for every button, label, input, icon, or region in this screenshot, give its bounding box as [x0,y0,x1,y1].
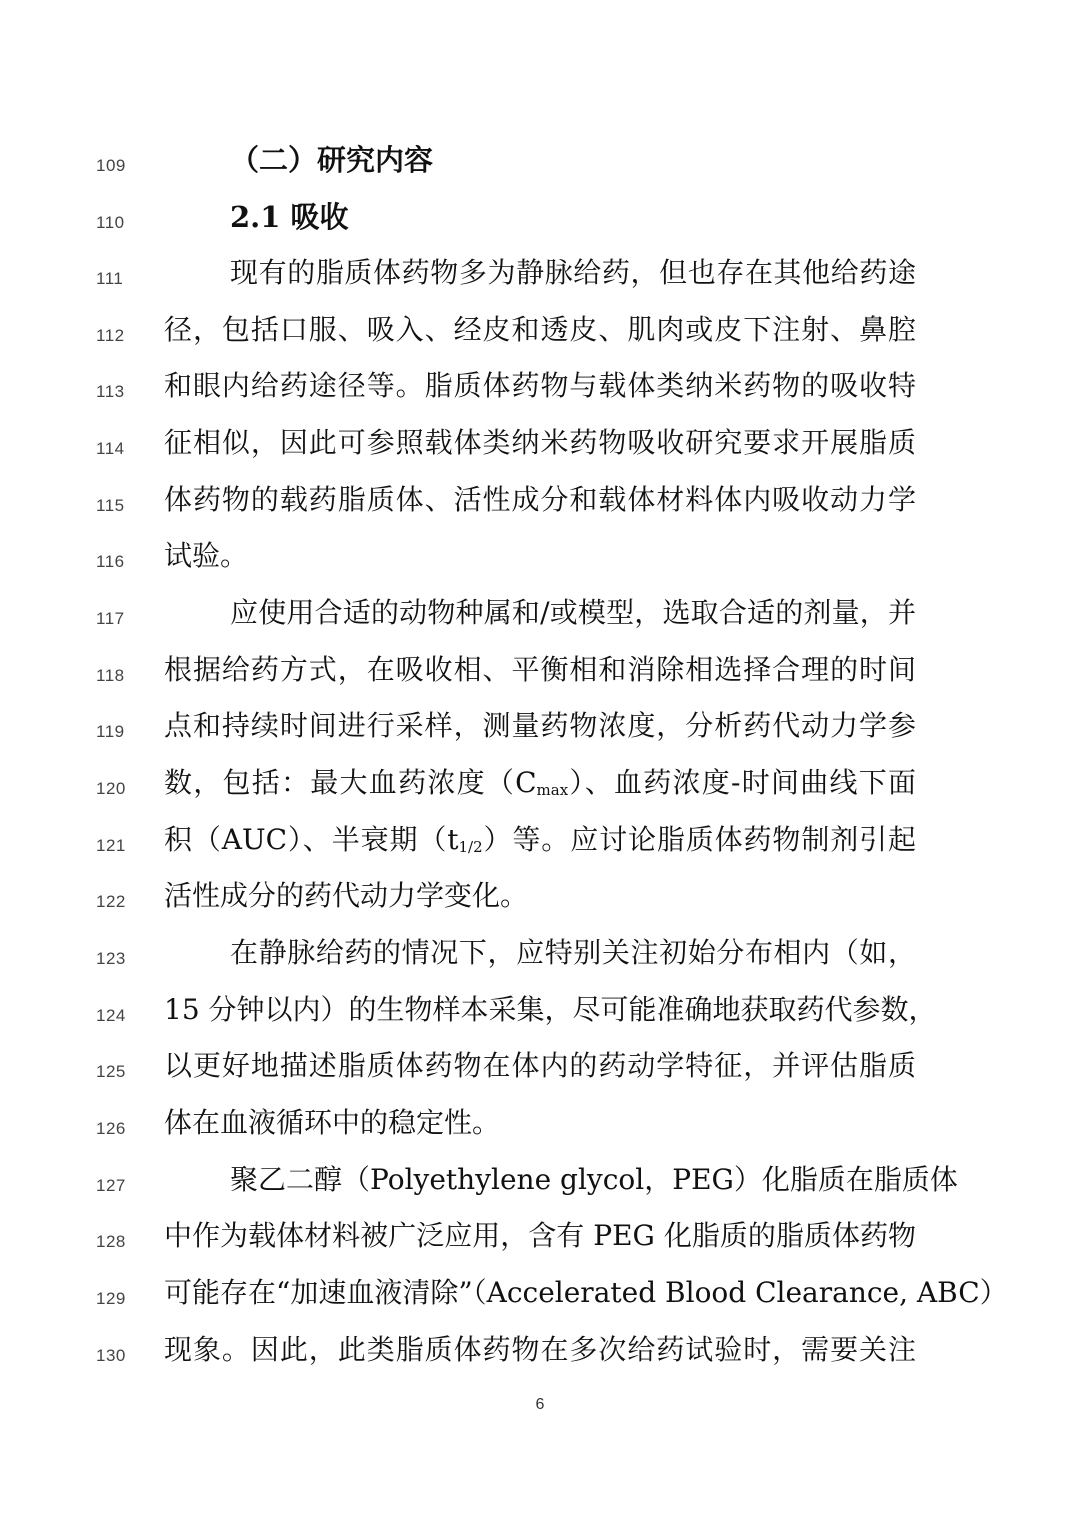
text-line [0,140,1080,190]
text-line [0,1330,1080,1380]
subsection-heading: 2.1 吸收 [230,200,349,234]
line-number: 120 [96,779,126,798]
line-number: 124 [96,1006,126,1025]
line-number: 112 [96,326,125,345]
line-number: 121 [96,836,126,855]
text-line [0,650,1080,700]
paragraph-text: 试验。 [164,539,249,572]
text-segment: ）、血药浓度-时间曲线下面 [568,766,916,799]
text-line [0,1160,1080,1210]
paragraph-text: 和眼内给药途径等。脂质体药物与载体类纳米药物的吸收特 [164,369,916,402]
page-number: 6 [535,1396,545,1413]
text-line [0,1216,1080,1266]
text-line [0,763,1080,813]
text-line [0,593,1080,643]
subscript: 1/2 [458,838,483,856]
paragraph-text: 点和持续时间进行采样，测量药物浓度，分析药代动力学参 [164,709,916,742]
text-segment: ）等。应讨论脂质体药物制剂引起 [482,823,916,856]
paragraph-text: 中作为载体材料被广泛应用，含有 PEG 化脂质的脂质体药物 [164,1219,916,1252]
line-number: 113 [96,382,125,401]
line-number: 116 [96,552,125,571]
subscript: max [536,781,569,799]
paragraph-text: 应使用合适的动物种属和/或模型，选取合适的剂量，并 [230,596,916,629]
text-line [0,1046,1080,1096]
line-number: 128 [96,1232,126,1251]
line-number: 118 [96,666,125,685]
paragraph-text: 15 分钟以内）的生物样本采集，尽可能准确地获取药代参数， [164,993,937,1026]
paragraph-text: 现象。因此，此类脂质体药物在多次给药试验时，需要关注 [164,1333,916,1366]
line-number: 111 [96,269,124,288]
paragraph-text: 在静脉给药的情况下，应特别关注初始分布相内（如， [230,936,916,969]
paragraph-text: 可能存在“加速血液清除”（Accelerated Blood Clearance, ABC） [164,1276,1008,1309]
text-segment: 积（AUC）、半衰期（t [164,823,459,856]
line-number: 114 [96,439,125,458]
text-line [0,990,1080,1040]
line-number: 122 [96,892,126,911]
line-number: 117 [96,609,125,628]
line-number: 126 [96,1119,126,1138]
text-line [0,310,1080,360]
line-number: 127 [96,1176,126,1195]
paragraph-text: 根据给药方式，在吸收相、平衡相和消除相选择合理的时间 [164,653,916,686]
text-line [0,706,1080,756]
text-line [0,820,1080,870]
line-number: 125 [96,1062,126,1081]
paragraph-text: 现有的脂质体药物多为静脉给药，但也存在其他给药途 [230,256,916,289]
text-line [0,1103,1080,1153]
text-line [0,1273,1080,1323]
paragraph-text [164,763,916,810]
line-number: 119 [96,722,125,741]
line-number: 109 [96,156,126,175]
text-line [0,253,1080,303]
text-segment: 数，包括：最大血药浓度（C [164,766,537,799]
line-number: 123 [96,949,126,968]
line-number: 115 [96,496,125,515]
paragraph-text: 聚乙二醇（Polyethylene glycol，PEG）化脂质在脂质体 [230,1163,958,1196]
paragraph-text: 以更好地描述脂质体药物在体内的药动学特征，并评估脂质 [164,1049,916,1082]
paragraph-text: 径，包括口服、吸入、经皮和透皮、肌肉或皮下注射、鼻腔 [164,313,916,346]
paragraph-text: 活性成分的药代动力学变化。 [164,879,529,912]
text-line [0,876,1080,926]
text-line [0,933,1080,983]
text-line [0,480,1080,530]
line-number: 110 [96,213,125,232]
text-line [0,197,1080,247]
paragraph-text: 体在血液循环中的稳定性。 [164,1106,501,1139]
text-line [0,366,1080,416]
line-number: 130 [96,1346,126,1365]
paragraph-text: 征相似，因此可参照载体类纳米药物吸收研究要求开展脂质 [164,426,916,459]
line-number: 129 [96,1289,126,1308]
paragraph-text [164,820,916,867]
text-line [0,423,1080,473]
paragraph-text: 体药物的载药脂质体、活性成分和载体材料体内吸收动力学 [164,483,916,516]
section-heading: （二）研究内容 [230,143,434,177]
text-line [0,536,1080,586]
